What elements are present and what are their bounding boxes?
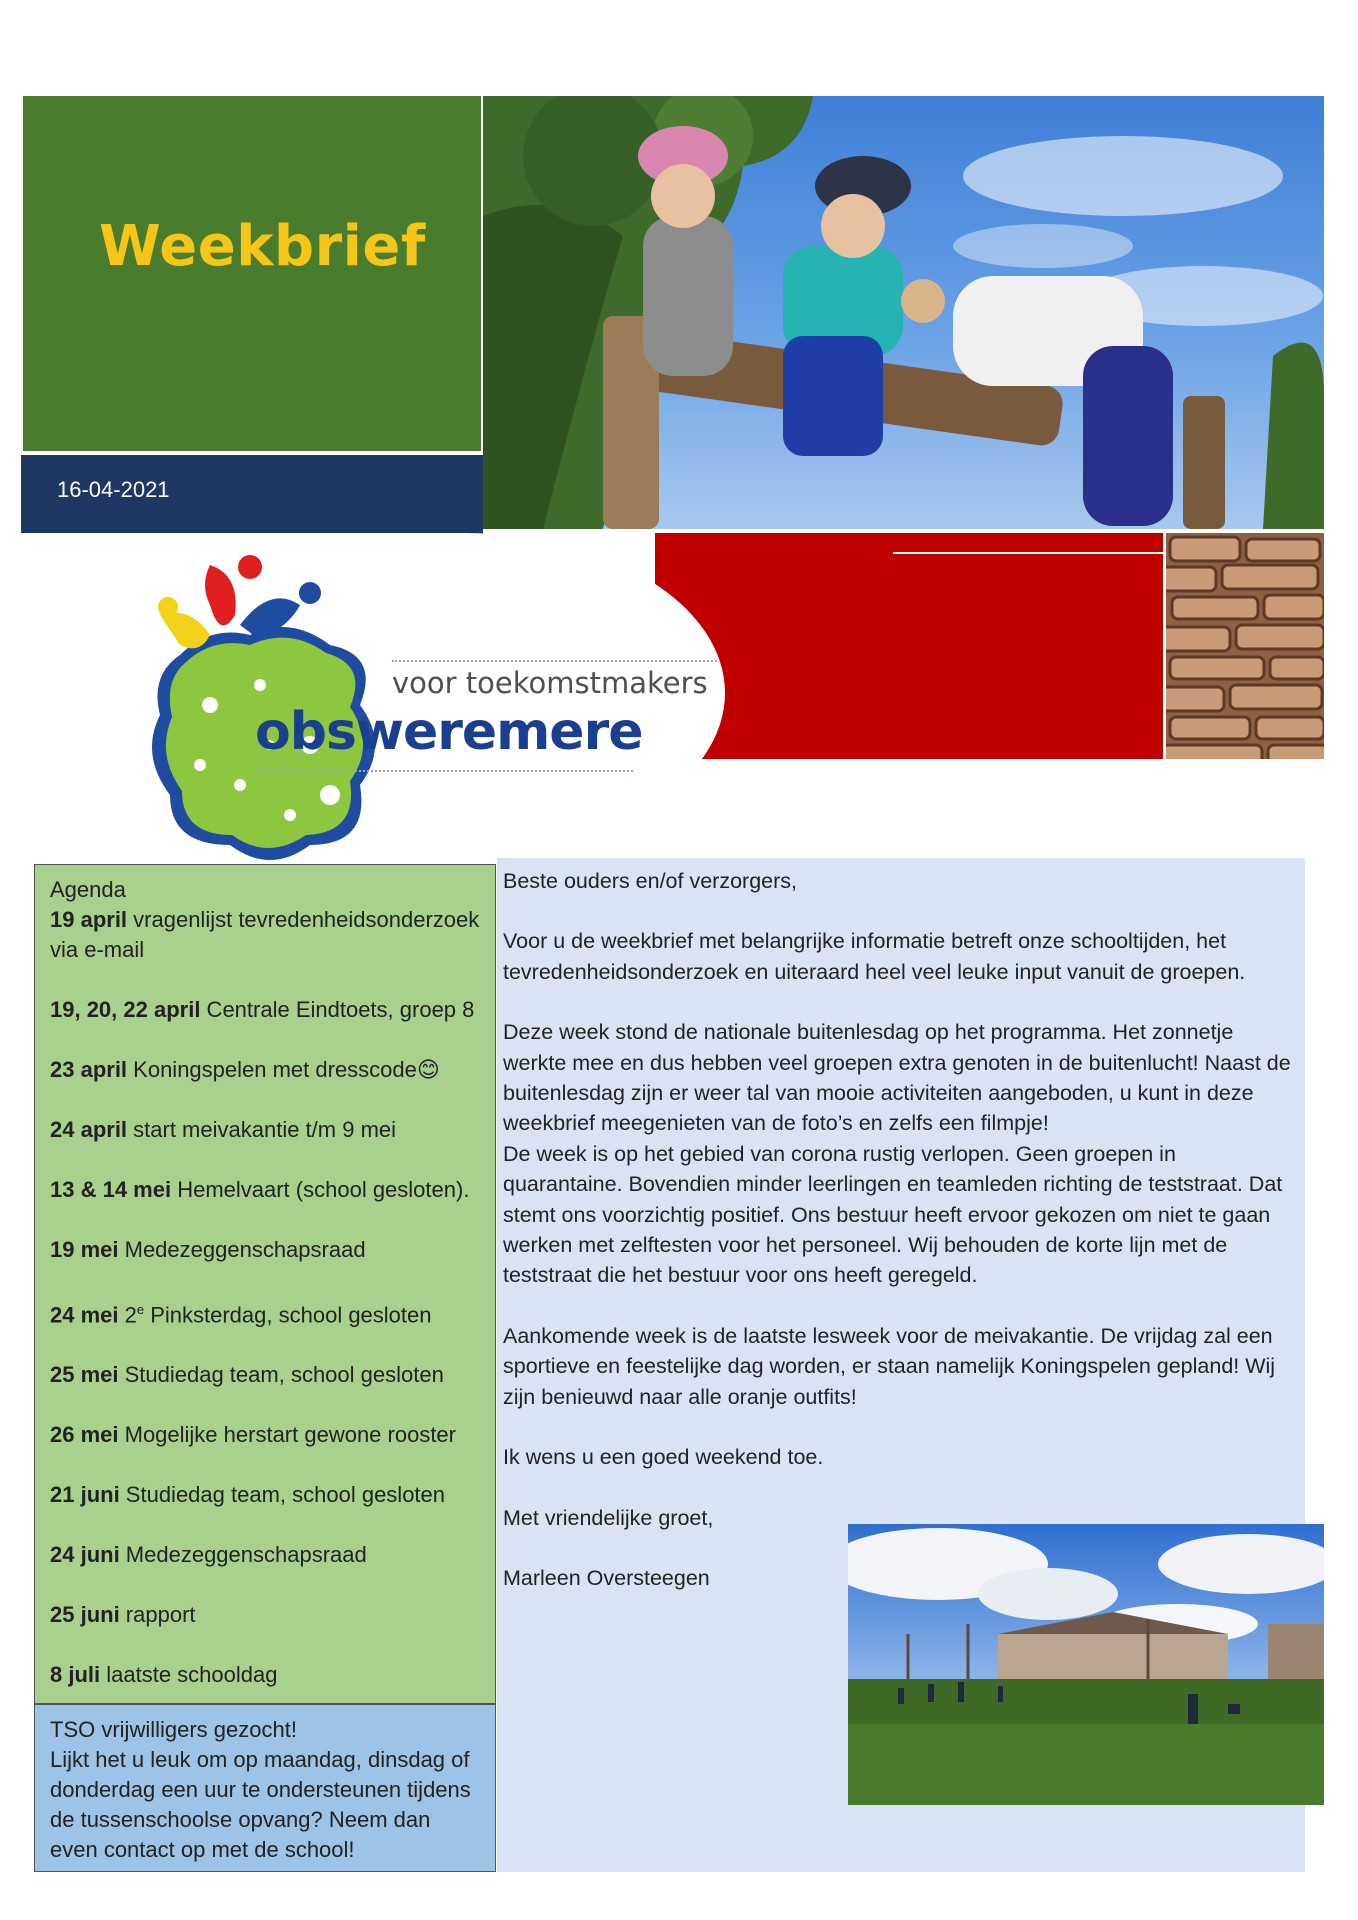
agenda-item: 25 mei Studiedag team, school gesloten — [50, 1362, 444, 1388]
hero-photo-children-climbing — [483, 96, 1324, 529]
smiley-icon: 😊 — [416, 1057, 440, 1082]
agenda-item: 26 mei Mogelijke herstart gewone rooster — [50, 1422, 456, 1448]
agenda-item: 24 april start meivakantie t/m 9 mei — [50, 1117, 397, 1142]
agenda-heading: Agenda — [50, 877, 126, 902]
logo-dotted-rule — [392, 660, 717, 662]
stone-wall-photo — [1166, 533, 1324, 759]
agenda-item: 24 mei 2e Pinksterdag, school gesloten — [50, 1302, 432, 1328]
newsletter-title: Weekbrief — [99, 214, 426, 279]
newsletter-date: 16-04-2021 — [57, 477, 170, 502]
school-tagline: voor toekomstmakers — [392, 666, 708, 700]
letter-greeting: Beste ouders en/of verzorgers, — [503, 869, 797, 893]
red-banner — [655, 533, 1163, 759]
agenda-item: 8 juli laatste schooldag — [50, 1662, 278, 1688]
title-block — [23, 96, 481, 451]
tso-title: TSO vrijwilligers gezocht! — [50, 1717, 297, 1742]
agenda-item: 21 juni Studiedag team, school gesloten — [50, 1482, 446, 1508]
school-name: obsweremere — [255, 702, 643, 762]
letter-paragraph: Deze week stond de nationale buitenlesdag op het programma. Het zonnetje werkte mee en dus hebben veel groepen extra genoten in de buitenlucht! Naast de buitenlesdag zijn er weer tal van mooie activiteiten aangeboden, u kunt in deze weekbrief meegenieten van de foto’s en zelfs een filmpje! — [503, 1020, 1291, 1136]
date-bar — [21, 455, 483, 534]
tso-body: Lijkt het u leuk om op maandag, dinsdag of donderdag een uur te ondersteunen tijdens de tussenschoolse opvang? Neem dan even contact op met de school! — [50, 1747, 471, 1862]
letter-signature: Marleen Oversteegen — [503, 1565, 710, 1590]
agenda-item: 19 mei Medezeggenschapsraad — [50, 1237, 366, 1262]
agenda-item: 24 juni Medezeggenschapsraad — [50, 1542, 367, 1568]
letter-paragraph: De week is op het gebied van corona rustig verlopen. Geen groepen in quarantaine. Bovendien minder leerlingen en teamleden richting de teststraat. Dat stemt ons voorzichtig positief. Ons bestuur heeft ervoor gekozen om niet te gaan werken met zelftesten voor het personeel. Wij behouden de korte lijn met de teststraat die het bestuur voor ons heeft geregeld. — [503, 1141, 1283, 1288]
letter-paragraph: Ik wens u een goed weekend toe. — [503, 1445, 824, 1470]
logo-dotted-rule — [255, 770, 633, 772]
agenda-item: 19 april vragenlijst tevredenheidsonderzoek via e-mail — [50, 907, 480, 962]
agenda-item: 13 & 14 mei Hemelvaart (school gesloten). — [50, 1177, 470, 1202]
letter-paragraph: Voor u de weekbrief met belangrijke informatie betreft onze schooltijden, het tevredenheidsonderzoek en uiteraard heel veel leuke input vanuit de groepen. — [503, 929, 1246, 984]
letter-paragraph: Aankomende week is de laatste lesweek voor de meivakantie. De vrijdag zal een sportieve en feestelijke dag worden, er staan namelijk Koningspelen gepland! Wij zijn benieuwd naar alle oranje outfits! — [503, 1323, 1276, 1409]
banner-rule — [893, 552, 1163, 554]
tso-box — [34, 1704, 496, 1872]
schoolyard-photo — [848, 1524, 1324, 1805]
agenda-item: 25 juni rapport — [50, 1602, 196, 1628]
agenda-item: 23 april Koningspelen met dresscode😊 — [50, 1057, 440, 1082]
agenda-item: 19, 20, 22 april Centrale Eindtoets, groep 8 — [50, 997, 475, 1022]
letter-closing: Met vriendelijke groet, — [503, 1505, 714, 1530]
agenda-box — [34, 864, 496, 1704]
